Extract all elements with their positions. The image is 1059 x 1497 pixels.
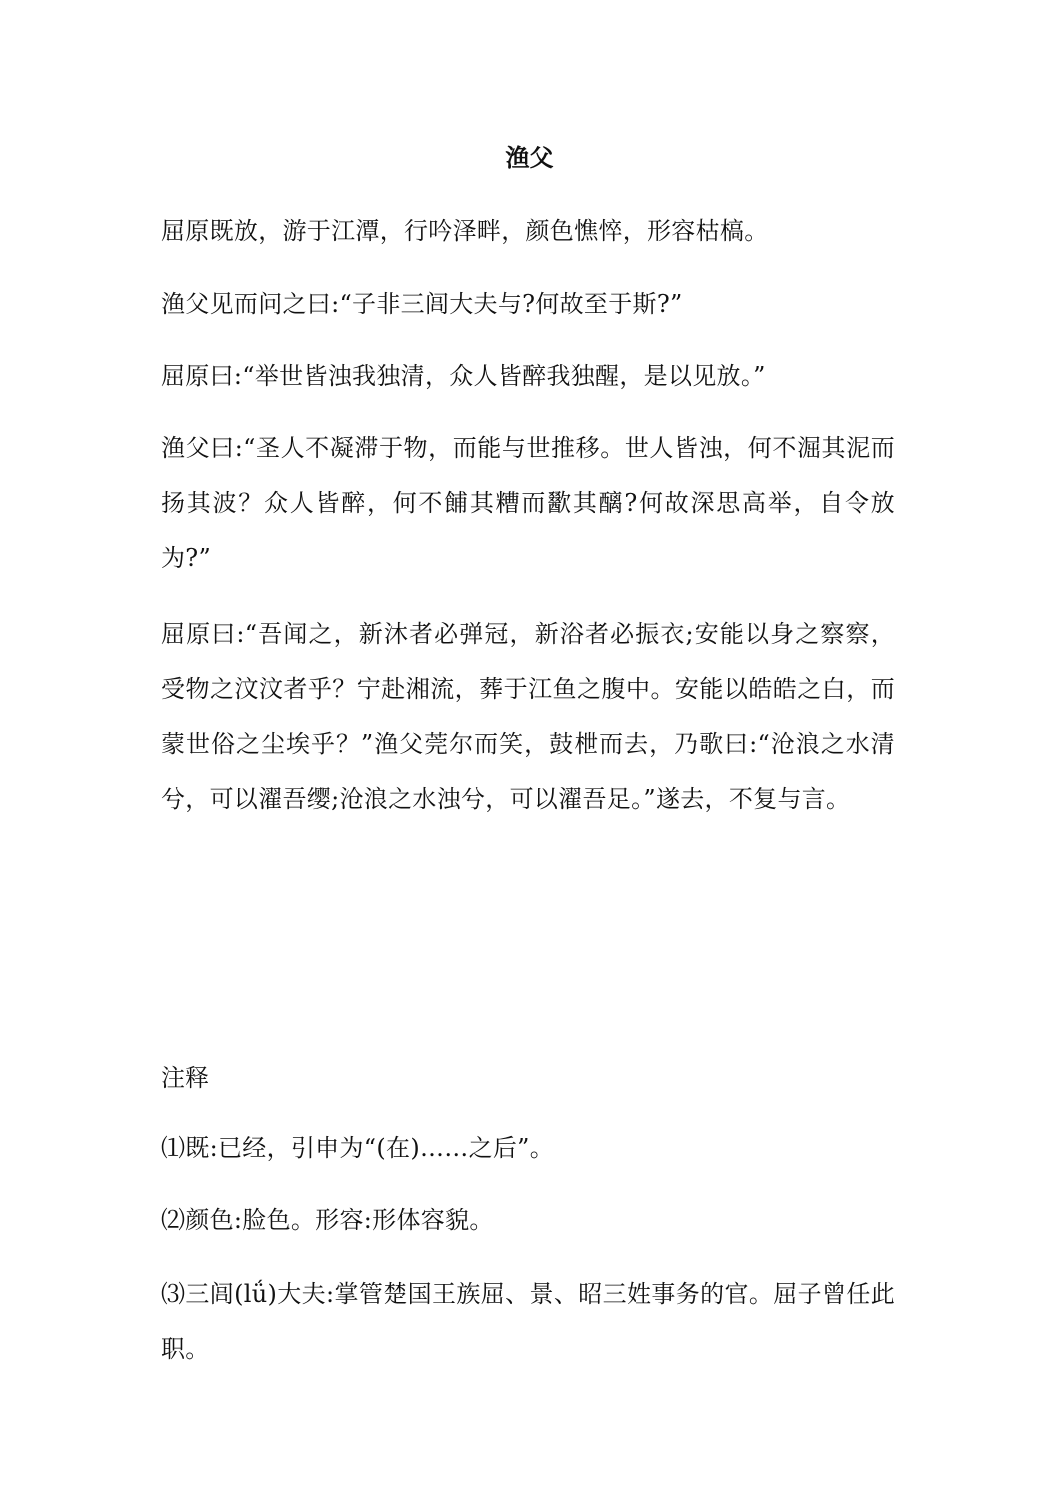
note-1: ⑴既:已经，引申为“(在)……之后”。 bbox=[161, 1134, 555, 1162]
paragraph-2: 渔父见而问之曰:“子非三闾大夫与?何故至于斯?” bbox=[161, 290, 683, 318]
notes-heading: 注释 bbox=[161, 1064, 209, 1092]
paragraph-5: 屈原曰:“吾闻之，新沐者必弹冠，新浴者必振衣;安能以身之察察，受物之汶汶者乎？宁赴湘流，葬于江鱼之腹中。安能以皓皓之白，而蒙世俗之尘埃乎？”渔父莞尔而笑，鼓枻而去，乃歌曰:“沧浪之水清兮，可以濯吾缨;沧浪之水浊兮，可以濯吾足。”遂去，不复与言。 bbox=[161, 620, 895, 813]
document-title: 渔父 bbox=[505, 143, 554, 172]
note-2: ⑵颜色:脸色。形容:形体容貌。 bbox=[161, 1206, 494, 1234]
paragraph-3: 屈原曰:“举世皆浊我独清，众人皆醉我独醒，是以见放。” bbox=[161, 362, 766, 390]
paragraph-4: 渔父曰:“圣人不凝滞于物，而能与世推移。世人皆浊，何不淈其泥而扬其波？众人皆醉，何不餔其糟而歠其醨?何故深思高举，自令放为?” bbox=[161, 434, 895, 572]
paragraph-1: 屈原既放，游于江潭，行吟泽畔，颜色憔悴，形容枯槁。 bbox=[161, 217, 769, 245]
note-3: ⑶三闾(lǘ)大夫:掌管楚国王族屈、景、昭三姓事务的官。屈子曾任此职。 bbox=[161, 1280, 895, 1363]
